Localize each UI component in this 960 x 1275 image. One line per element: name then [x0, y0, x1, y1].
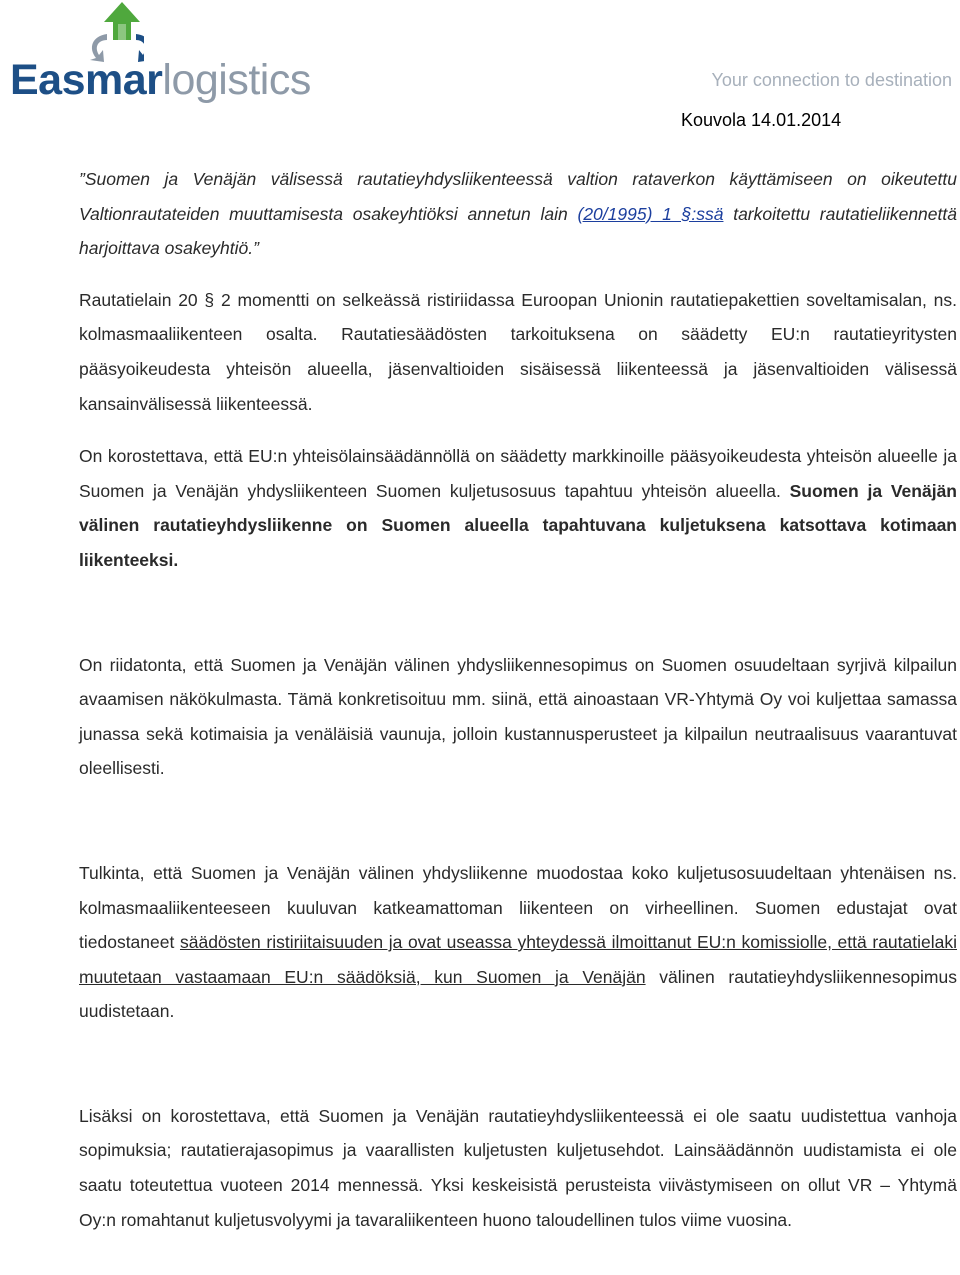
paragraph-text: Tulkinta, että Suomen ja Venäjän välinen yhdysliikenne muodostaa koko kuljetusosuudeltaan yhtenäisen ns. kolmasmaaliikenteeseen kuuluvan katkeamattoman liikenteen on virheellinen. Suomen edustajat ovat tiedostaneet: [79, 862, 957, 953]
place-date: Kouvola 14.01.2014: [681, 110, 842, 130]
intro-quote-paragraph: [79, 162, 957, 266]
logo-text-easmar: Easmar: [10, 56, 163, 104]
company-logo: [4, 0, 311, 112]
paragraph-tulkinta: [79, 856, 957, 1029]
logo-text-logistics: logistics: [162, 56, 311, 104]
law-reference-link[interactable]: (20/1995) 1 §:ssä: [577, 203, 724, 224]
paragraph-rautatielaki: Rautatielain 20 § 2 momentti on selkeässä ristiriidassa Euroopan Unionin rautatiepakettien soveltamisalan, ns. kolmasmaaliikenteen osalta. Rautatiesäädösten tarkoituksena on säädetty EU:n rautatieyritysten pääsyoikeudesta yhteisön alueella, jäsenvaltioiden sisäisessä liikenteessä ja jäsenvaltioiden välisessä kansainvälisessä liikenteessä.: [79, 289, 957, 414]
intro-text: Suomen ja Venäjän välisessä rautatieyhdysliikenteessä valtion rataverkon käyttämiseen on oikeutettu Valtionrautateiden muuttamisesta osakeyhtiöksi annetun lain: [79, 169, 957, 224]
intro-text-end: tarkoitettu rautatieliikennettä harjoittava osakeyhtiö.: [79, 203, 957, 259]
tagline: Your connection to destination: [711, 70, 952, 90]
underlined-text: säädösten ristiriitaisuuden ja ovat useassa yhteydessä ilmoittanut EU:n komissiolle, että rautatielaki muutetaan vastaamaan EU:n säädöksiä, kun Suomen ja Venäjän: [79, 932, 958, 987]
paragraph-lisaksi: Lisäksi on korostettava, että Suomen ja Venäjän rautatieyhdysliikenteessä ei ole saatu uudistettua vanhoja sopimuksia; rautatierajasopimus ja vaarallisten kuljetusten kuljetusehdot. Lainsäädännön uudistamista ei ole saatu toteutettua vuoteen 2014 mennessä. Yksi keskeisistä perusteista viivästymiseen on ollut VR – Yhtymä Oy:n romahtanut kuljetusvolyymi ja tavaraliikenteen huono taloudellinen tulos viime vuosina.: [79, 1105, 957, 1230]
paragraph-text: On korostettava, että EU:n yhteisölainsäädännöllä on säädetty markkinoille pääsyoikeudesta yhteisön alueelle ja Suomen ja Venäjän yhdysliikenteen Suomen kuljetusosuus tapahtuu yhteisön alueella.: [79, 446, 957, 501]
close-quote: ”: [253, 238, 259, 259]
paragraph-yhteisolainsaadanto: [79, 439, 957, 577]
bold-conclusion: Suomen ja Venäjän välinen rautatieyhdysliikenne on Suomen alueella tapahtuvana kuljetuksena katsottava kotimaan liikenteeksi.: [79, 480, 957, 570]
letter-body: [79, 162, 957, 1237]
paragraph-riidatonta: On riidatonta, että Suomen ja Venäjän välinen yhdysliikennesopimus on Suomen osuudeltaan syrjivä kilpailun avaamisen näkökulmasta. Tämä konkretisoituu mm. siinä, että ainoastaan VR-Yhtymä Oy voi kuljettaa samassa junassa sekä kotimaisia ja venäläisiä vaunuja, jolloin kustannusperusteet ja kilpailun neutraalisuus vaarantuvat oleellisesti.: [79, 654, 957, 779]
logo-arrows-icon: [4, 0, 144, 62]
paragraph-text-end: välinen rautatieyhdysliikennesopimus uudistetaan.: [79, 966, 957, 1022]
open-quote: ”: [79, 169, 85, 189]
